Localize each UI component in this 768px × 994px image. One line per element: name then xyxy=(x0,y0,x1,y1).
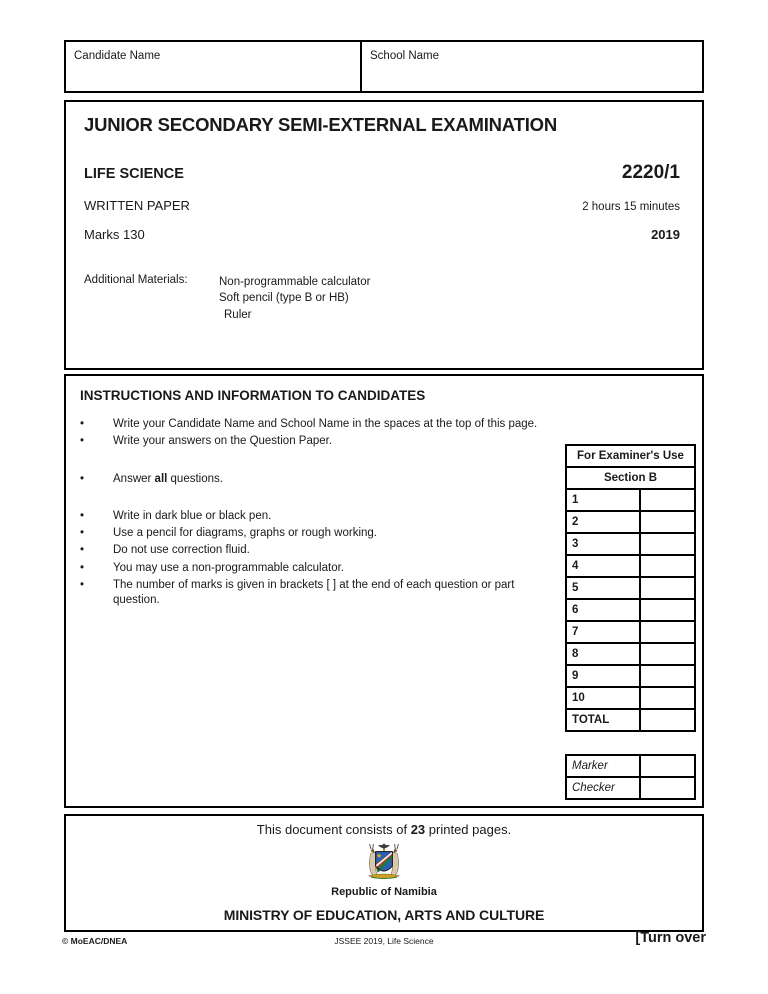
page-count-prefix: This document consists of xyxy=(256,822,411,837)
examiner-table-header: For Examiner's Use xyxy=(577,450,684,462)
bullet-icon: • xyxy=(80,544,85,557)
additional-materials xyxy=(84,274,686,323)
turn-over-label: [Turn over xyxy=(635,930,706,946)
question-number: 6 xyxy=(567,600,641,620)
table-row xyxy=(567,512,694,534)
instruction-text: Answer all questions. xyxy=(113,472,223,485)
question-number: 7 xyxy=(567,622,641,642)
page-count-suffix: printed pages. xyxy=(425,822,512,837)
table-row xyxy=(567,600,694,622)
material-item: Non-programmable calculator xyxy=(219,276,371,288)
instruction-item xyxy=(80,472,550,487)
question-number: 5 xyxy=(567,578,641,598)
footer-center-text: JSSEE 2019, Life Science xyxy=(334,936,434,946)
page-count-text xyxy=(66,822,702,837)
name-fields-row xyxy=(64,40,704,93)
table-row xyxy=(567,556,694,578)
instruction-item xyxy=(80,543,550,558)
page-footer xyxy=(62,930,706,954)
mark-entry-cell[interactable] xyxy=(641,622,694,642)
material-item: Ruler xyxy=(224,308,252,321)
republic-label: Republic of Namibia xyxy=(331,886,437,898)
table-row xyxy=(567,666,694,688)
candidate-name-field[interactable] xyxy=(66,42,362,91)
question-number: 9 xyxy=(567,666,641,686)
table-row xyxy=(567,534,694,556)
paper-code: 2220/1 xyxy=(621,162,680,183)
instruction-item xyxy=(80,561,550,576)
question-number: 3 xyxy=(567,534,641,554)
bullet-icon: • xyxy=(80,561,85,574)
instruction-item xyxy=(80,578,550,609)
table-row xyxy=(567,756,694,778)
instruction-item xyxy=(80,434,550,449)
mark-entry-cell[interactable] xyxy=(641,666,694,686)
mark-entry-cell[interactable] xyxy=(641,556,694,576)
instruction-item xyxy=(80,526,550,541)
bullet-icon: • xyxy=(80,418,85,430)
exam-title: JUNIOR SECONDARY SEMI-EXTERNAL EXAMINATION xyxy=(84,114,557,135)
table-row xyxy=(567,490,694,512)
table-row xyxy=(567,578,694,600)
total-marks: Marks 130 xyxy=(84,227,145,242)
instruction-text: Use a pencil for diagrams, graphs or rough working. xyxy=(113,527,377,540)
instruction-text: Do not use correction fluid. xyxy=(113,544,250,557)
question-number: 1 xyxy=(567,490,641,510)
question-number: 2 xyxy=(567,512,641,532)
document-footer-box xyxy=(64,814,704,932)
instruction-item xyxy=(80,509,550,524)
checker-entry-cell[interactable] xyxy=(641,778,694,798)
mark-entry-cell[interactable] xyxy=(641,512,694,532)
paper-type-row xyxy=(84,198,686,213)
question-number: 10 xyxy=(567,688,641,708)
instruction-text: You may use a non-programmable calculator. xyxy=(113,561,344,574)
table-row xyxy=(567,446,694,468)
table-row xyxy=(567,644,694,666)
checker-label: Checker xyxy=(567,778,641,798)
instruction-text: Write in dark blue or black pen. xyxy=(113,509,272,522)
instruction-text: Write your answers on the Question Paper. xyxy=(113,435,333,448)
examiner-table-section: Section B xyxy=(603,472,658,484)
ministry-label: MINISTRY OF EDUCATION, ARTS AND CULTURE xyxy=(223,907,545,923)
material-item: Soft pencil (type B or HB) xyxy=(219,292,349,305)
bullet-icon: • xyxy=(80,527,85,540)
mark-entry-cell[interactable] xyxy=(641,688,694,708)
table-row xyxy=(567,622,694,644)
mark-entry-cell[interactable] xyxy=(641,644,694,664)
table-row xyxy=(567,688,694,710)
page-count-number: 23 xyxy=(410,822,426,837)
mark-entry-cell[interactable] xyxy=(641,534,694,554)
mark-entry-cell[interactable] xyxy=(641,600,694,620)
candidate-name-label: Candidate Name xyxy=(74,50,161,62)
table-row xyxy=(567,468,694,490)
mark-entry-cell[interactable] xyxy=(641,578,694,598)
bullet-icon: • xyxy=(80,435,85,448)
bullet-icon: • xyxy=(80,509,85,522)
instructions-title: INSTRUCTIONS AND INFORMATION TO CANDIDATES xyxy=(80,388,426,403)
marks-row xyxy=(84,227,686,242)
paper-type: WRITTEN PAPER xyxy=(84,198,190,213)
total-label: TOTAL xyxy=(567,710,641,730)
namibia-coat-of-arms-icon xyxy=(361,841,407,885)
exam-year: 2019 xyxy=(651,227,680,242)
exam-details-box xyxy=(64,100,704,370)
instruction-text: Write your Candidate Name and School Name in the spaces at the top of this page. xyxy=(113,418,538,430)
subject-name: LIFE SCIENCE xyxy=(84,166,184,182)
bullet-icon: • xyxy=(80,472,85,485)
marker-checker-table xyxy=(565,754,696,800)
table-row-total xyxy=(567,710,694,732)
additional-materials-label: Additional Materials: xyxy=(84,274,188,286)
marker-label: Marker xyxy=(567,756,641,776)
school-name-label: School Name xyxy=(370,50,440,62)
subject-row xyxy=(84,162,686,184)
question-number: 8 xyxy=(567,644,641,664)
instruction-text: The number of marks is given in brackets [ ] at the end of each question or part question. xyxy=(113,578,515,607)
mark-entry-cell[interactable] xyxy=(641,490,694,510)
instruction-item xyxy=(80,417,550,432)
examiner-use-table xyxy=(565,444,696,732)
additional-materials-list xyxy=(219,274,370,323)
instructions-list xyxy=(80,417,550,609)
marker-entry-cell[interactable] xyxy=(641,756,694,776)
bullet-icon: • xyxy=(80,578,85,591)
school-name-field[interactable] xyxy=(362,42,702,91)
question-number: 4 xyxy=(567,556,641,576)
footer-copyright: © MoEAC/DNEA xyxy=(62,936,128,946)
total-entry-cell[interactable] xyxy=(641,710,694,730)
table-row xyxy=(567,778,694,800)
exam-duration: 2 hours 15 minutes xyxy=(582,201,680,213)
